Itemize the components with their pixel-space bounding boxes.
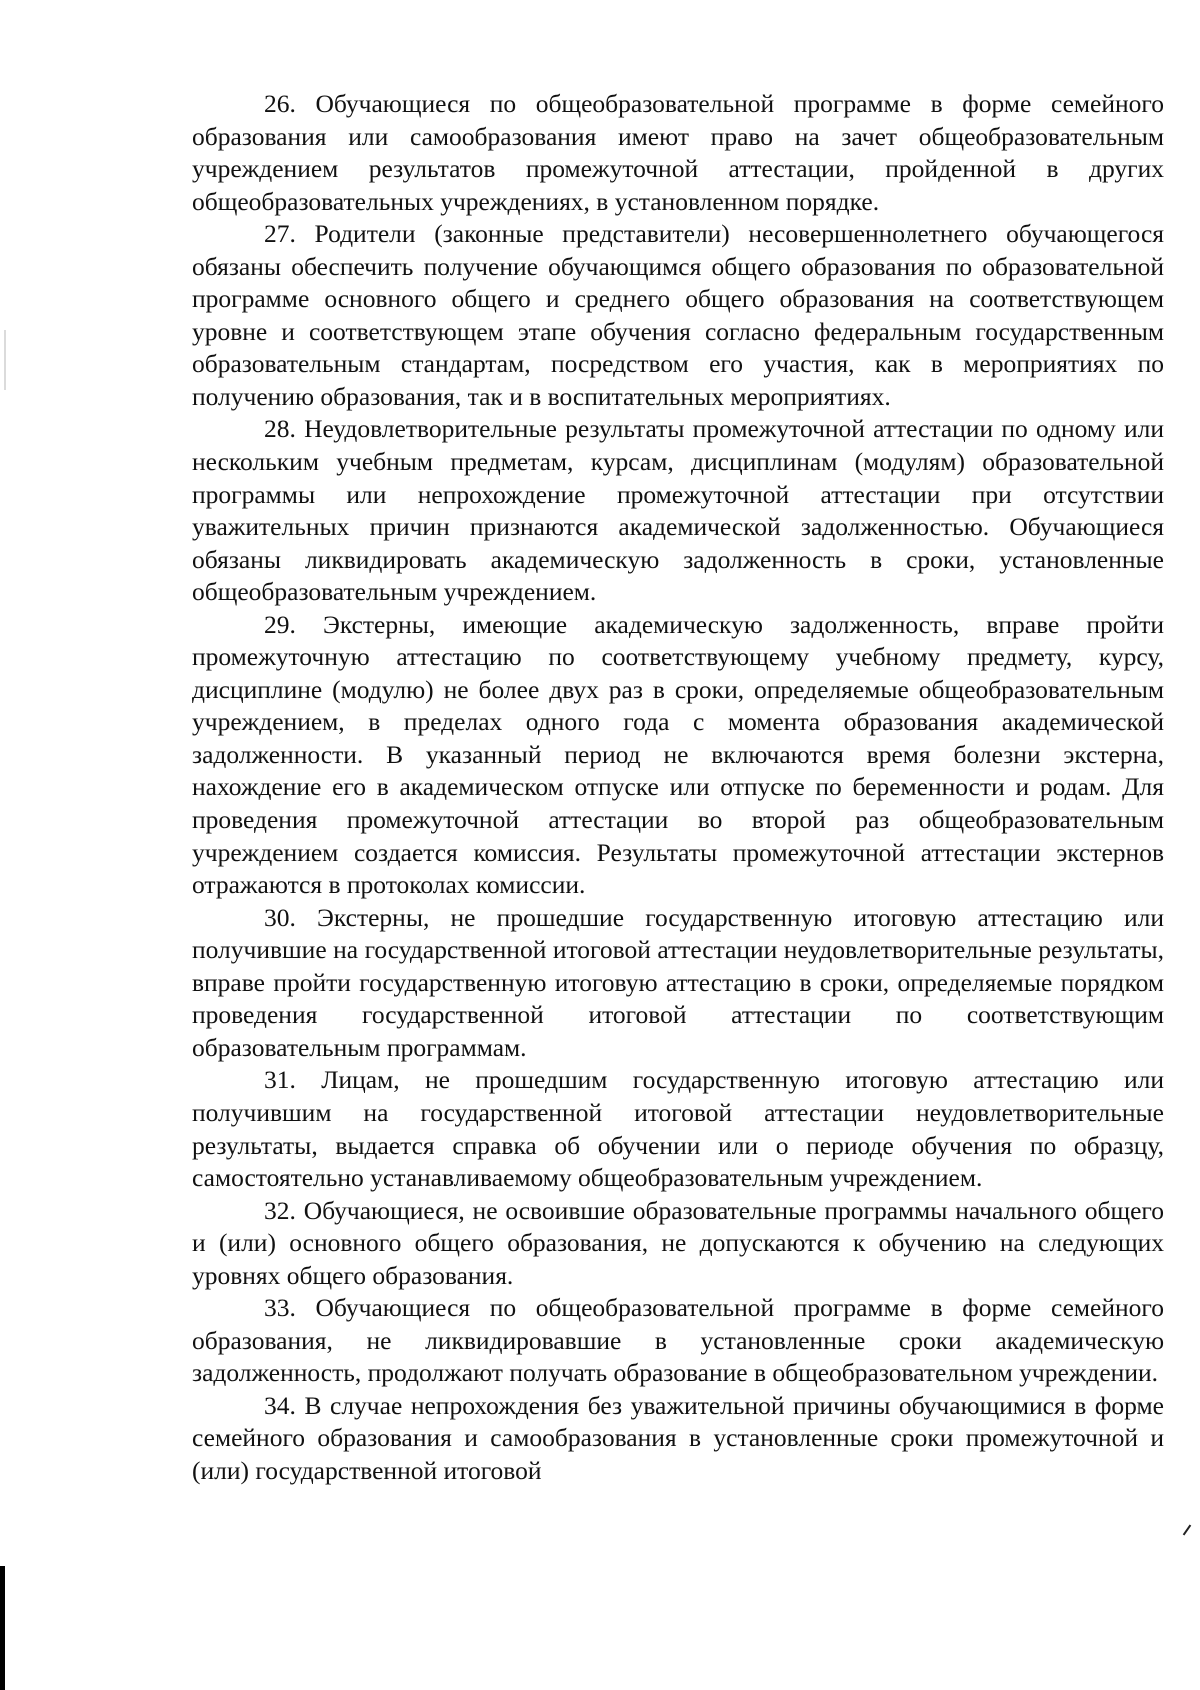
paragraph-33: 33. Обучающиеся по общеобразовательной программе в форме семейного образования, не ликвидировавшие в установленные сроки академическую задолженность, продолжают получать образование в общеобразовательном учреждении.	[192, 1293, 1164, 1388]
scan-artifact	[4, 330, 6, 390]
paragraph-27: 27. Родители (законные представители) несовершеннолетнего обучающегося обязаны обеспечить получение обучающимся общего образования по образовательной программе основного общего и среднего общего образования на соответствующем уровне и соответствующем этапе обучения согласно федеральным государственным образовательным стандартам, посредством его участия, как в мероприятиях по получению образования, так и в воспитательных мероприятиях.	[192, 219, 1164, 411]
scan-mark	[1183, 1525, 1192, 1536]
document-body	[192, 88, 1164, 1488]
scan-edge-bar	[0, 1566, 5, 1690]
paragraph-34: 34. В случае непрохождения без уважительной причины обучающимися в форме семейного образования и самообразования в установленные сроки промежуточной и (или) государственной итоговой	[192, 1390, 1164, 1485]
paragraph-32: 32. Обучающиеся, не освоившие образовательные программы начального общего и (или) основного общего образования, не допускаются к обучению на следующих уровнях общего образования.	[192, 1195, 1164, 1290]
paragraph-31: 31. Лицам, не прошедшим государственную итоговую аттестацию или получившим на государственной итоговой аттестации неудовлетворительные результаты, выдается справка об обучении или о периоде обучения по образцу, самостоятельно устанавливаемому общеобразовательным учреждением.	[192, 1065, 1164, 1193]
paragraph-30: 30. Экстерны, не прошедшие государственную итоговую аттестацию или получившие на государственной итоговой аттестации неудовлетворительные результаты, вправе пройти государственную итоговую аттестацию в сроки, определяемые порядком проведения государственной итоговой аттестации по соответствующим образовательным программам.	[192, 902, 1164, 1062]
paragraph-26: 26. Обучающиеся по общеобразовательной программе в форме семейного образования или самообразования имеют право на зачет общеобразовательным учреждением результатов промежуточной аттестации, пройденной в других общеобразовательных учреждениях, в установленном порядке.	[192, 89, 1164, 216]
paragraph-29: 29. Экстерны, имеющие академическую задолженность, вправе пройти промежуточную аттестацию по соответствующему учебному предмету, курсу, дисциплине (модулю) не более двух раз в сроки, определяемые общеобразовательным учреждением, в пределах одного года с момента образования академической задолженности. В указанный период не включаются время болезни экстерна, нахождение его в академическом отпуске или отпуске по беременности и родам. Для проведения промежуточной аттестации во второй раз общеобразовательным учреждением создается комиссия. Результаты промежуточной аттестации экстернов отражаются в протоколах комиссии.	[192, 609, 1164, 900]
paragraph-28: 28. Неудовлетворительные результаты промежуточной аттестации по одному или нескольким учебным предметам, курсам, дисциплинам (модулям) образовательной программы или непрохождение промежуточной аттестации при отсутствии уважительных причин признаются академической задолженностью. Обучающиеся обязаны ликвидировать академическую задолженность в сроки, установленные общеобразовательным учреждением.	[192, 414, 1164, 607]
